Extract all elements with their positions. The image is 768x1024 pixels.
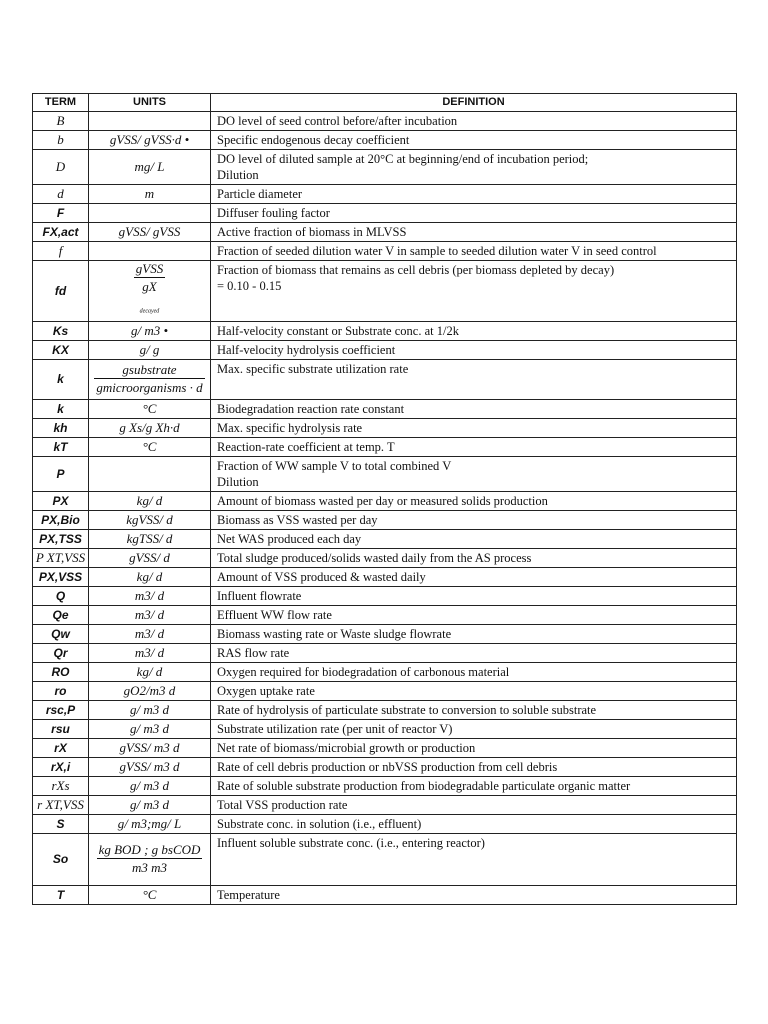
term-cell: Ks <box>33 321 89 340</box>
term-cell: d <box>33 185 89 204</box>
term-cell: P <box>33 456 89 491</box>
definition-line: Half-velocity hydrolysis coefficient <box>217 342 396 357</box>
table-row <box>33 757 737 776</box>
term-cell: rX,i <box>33 757 89 776</box>
table-row <box>33 605 737 624</box>
table-row <box>33 548 737 567</box>
terms-table <box>32 93 737 905</box>
term-cell: kT <box>33 437 89 456</box>
units-cell: gVSS/ gVSS <box>89 223 211 242</box>
term-cell: F <box>33 204 89 223</box>
definition-cell <box>211 399 737 418</box>
definition-line: Fraction of WW sample V to total combined V <box>217 458 452 473</box>
units-cell: kg/ d <box>89 662 211 681</box>
term-cell: k <box>33 359 89 399</box>
definition-cell <box>211 624 737 643</box>
table-row <box>33 418 737 437</box>
term-cell: fd <box>33 261 89 322</box>
definition-cell <box>211 242 737 261</box>
definition-line: RAS flow rate <box>217 645 290 660</box>
units-cell: kg/ d <box>89 567 211 586</box>
table-row <box>33 437 737 456</box>
term-cell: f <box>33 242 89 261</box>
definition-cell <box>211 223 737 242</box>
definition-cell <box>211 321 737 340</box>
definition-line: Substrate conc. in solution (i.e., effluent) <box>217 816 422 831</box>
definition-cell <box>211 814 737 833</box>
units-cell <box>89 261 211 322</box>
definition-cell <box>211 359 737 399</box>
term-cell: D <box>33 150 89 185</box>
definition-line: Effluent WW flow rate <box>217 607 332 622</box>
table-row <box>33 204 737 223</box>
definition-cell <box>211 340 737 359</box>
definition-cell <box>211 795 737 814</box>
units-numerator: gsubstrate <box>94 362 204 379</box>
units-cell: gVSS/ gVSS·d • <box>89 131 211 150</box>
definition-cell <box>211 738 737 757</box>
units-cell <box>89 833 211 885</box>
term-cell: PX,VSS <box>33 567 89 586</box>
definition-line: = 0.10 - 0.15 <box>217 279 282 293</box>
term-cell: Qr <box>33 643 89 662</box>
table-row <box>33 624 737 643</box>
units-denominator: gmicroorganisms · d <box>96 379 203 395</box>
units-cell: m <box>89 185 211 204</box>
table-row <box>33 885 737 904</box>
definition-cell <box>211 757 737 776</box>
definition-line: Half-velocity constant or Substrate conc. at 1/2k <box>217 323 459 338</box>
definition-line: Max. specific hydrolysis rate <box>217 420 363 435</box>
definition-cell <box>211 700 737 719</box>
definition-line: Diffuser fouling factor <box>217 206 330 220</box>
units-cell: m3/ d <box>89 586 211 605</box>
units-cell <box>89 112 211 131</box>
units-cell <box>89 456 211 491</box>
units-cell: g/ m3 d <box>89 795 211 814</box>
table-row <box>33 814 737 833</box>
definition-line: Rate of cell debris production or nbVSS production from cell debris <box>217 759 558 774</box>
definition-cell <box>211 548 737 567</box>
units-cell: gVSS/ m3 d <box>89 738 211 757</box>
units-cell: mg/ L <box>89 150 211 185</box>
definition-cell <box>211 437 737 456</box>
term-cell: PX,TSS <box>33 529 89 548</box>
definition-cell <box>211 131 737 150</box>
header-term: TERM <box>33 94 89 112</box>
table-row <box>33 662 737 681</box>
units-cell: kgVSS/ d <box>89 510 211 529</box>
term-cell: FX,act <box>33 223 89 242</box>
definition-cell <box>211 456 737 491</box>
units-cell: g/ g <box>89 340 211 359</box>
units-cell: m3/ d <box>89 643 211 662</box>
definition-line: Net WAS produced each day <box>217 531 362 546</box>
units-cell: m3/ d <box>89 605 211 624</box>
table-row <box>33 776 737 795</box>
term-cell: So <box>33 833 89 885</box>
term-cell: Qe <box>33 605 89 624</box>
definition-cell <box>211 567 737 586</box>
term-cell: RO <box>33 662 89 681</box>
definition-line: DO level of seed control before/after incubation <box>217 114 458 128</box>
units-cell: g/ m3 d <box>89 700 211 719</box>
definition-cell <box>211 150 737 185</box>
table-row <box>33 112 737 131</box>
table-row <box>33 399 737 418</box>
definition-cell <box>211 185 737 204</box>
definition-line: Amount of VSS produced & wasted daily <box>217 569 426 584</box>
table-row <box>33 261 737 322</box>
units-cell: °C <box>89 437 211 456</box>
units-denominator: m3 m3 <box>131 859 167 875</box>
definition-cell <box>211 833 737 885</box>
definition-line: DO level of diluted sample at 20°C at beginning/end of incubation period; <box>217 152 589 166</box>
units-cell: g/ m3 • <box>89 321 211 340</box>
units-fraction <box>94 362 204 397</box>
definition-line: Rate of soluble substrate production from biodegradable particulate organic matter <box>217 778 631 793</box>
definition-cell <box>211 112 737 131</box>
definition-cell <box>211 510 737 529</box>
term-cell: P XT,VSS <box>33 548 89 567</box>
definition-line: Max. specific substrate utilization rate <box>217 361 409 376</box>
definition-line: Influent flowrate <box>217 588 302 603</box>
definition-line: Fraction of biomass that remains as cell debris (per biomass depleted by decay) <box>217 263 615 277</box>
definition-line: Biodegradation reaction rate constant <box>217 401 405 416</box>
definition-cell <box>211 643 737 662</box>
definition-cell <box>211 605 737 624</box>
term-cell: rsc,P <box>33 700 89 719</box>
term-cell: B <box>33 112 89 131</box>
term-cell: rXs <box>33 776 89 795</box>
term-cell: kh <box>33 418 89 437</box>
table-body <box>33 112 737 905</box>
term-cell: r XT,VSS <box>33 795 89 814</box>
definition-cell <box>211 491 737 510</box>
units-cell: kg/ d <box>89 491 211 510</box>
units-numerator: kg BOD ; g bsCOD <box>98 841 201 857</box>
definition-line: Rate of hydrolysis of particulate substrate to conversion to soluble substrate <box>217 702 597 717</box>
table-row <box>33 738 737 757</box>
table-row <box>33 529 737 548</box>
term-cell: ro <box>33 681 89 700</box>
definition-line: Dilution <box>217 168 259 182</box>
units-fraction <box>134 261 165 321</box>
table-row <box>33 700 737 719</box>
definition-cell <box>211 681 737 700</box>
units-cell <box>89 204 211 223</box>
table-row <box>33 321 737 340</box>
table-row <box>33 795 737 814</box>
definition-cell <box>211 719 737 738</box>
term-cell: rsu <box>33 719 89 738</box>
definition-line: Total sludge produced/solids wasted daily from the AS process <box>217 550 532 565</box>
table-row <box>33 340 737 359</box>
term-cell: rX <box>33 738 89 757</box>
definition-line: Total VSS production rate <box>217 797 348 812</box>
table-row <box>33 491 737 510</box>
definition-cell <box>211 586 737 605</box>
units-cell <box>89 242 211 261</box>
term-cell: PX,Bio <box>33 510 89 529</box>
units-fraction <box>97 842 203 877</box>
units-numerator: gVSS <box>135 261 164 276</box>
units-cell: g/ m3;mg/ L <box>89 814 211 833</box>
units-denominator: gX <box>142 279 157 294</box>
definition-line: Dilution <box>217 474 259 489</box>
definition-cell <box>211 261 737 322</box>
units-cell: °C <box>89 399 211 418</box>
definition-line: Particle diameter <box>217 187 303 201</box>
units-cell: g/ m3 d <box>89 776 211 795</box>
units-cell: gVSS/ d <box>89 548 211 567</box>
definition-line: Biomass wasting rate or Waste sludge flowrate <box>217 626 452 641</box>
table-row <box>33 510 737 529</box>
units-cell: g Xs/g Xh·d <box>89 418 211 437</box>
definition-line: Oxygen uptake rate <box>217 683 315 698</box>
term-cell: T <box>33 885 89 904</box>
definition-cell <box>211 885 737 904</box>
units-cell: kgTSS/ d <box>89 529 211 548</box>
definition-line: Amount of biomass wasted per day or measured solids production <box>217 493 548 508</box>
definition-line: Active fraction of biomass in MLVSS <box>217 225 407 239</box>
units-cell: gO2/m3 d <box>89 681 211 700</box>
table-row <box>33 567 737 586</box>
definition-line: Temperature <box>217 887 280 902</box>
table-row <box>33 185 737 204</box>
definition-cell <box>211 776 737 795</box>
table-row <box>33 719 737 738</box>
units-cell: gVSS/ m3 d <box>89 757 211 776</box>
term-cell: S <box>33 814 89 833</box>
glossary-sheet <box>32 93 736 905</box>
term-cell: b <box>33 131 89 150</box>
table-row <box>33 359 737 399</box>
definition-cell <box>211 418 737 437</box>
term-cell: k <box>33 399 89 418</box>
definition-line: Biomass as VSS wasted per day <box>217 512 378 527</box>
table-row <box>33 681 737 700</box>
table-row <box>33 242 737 261</box>
header-definition: DEFINITION <box>211 94 737 112</box>
definition-line: Fraction of seeded dilution water V in sample to seeded dilution water V in seed control <box>217 244 657 258</box>
definition-cell <box>211 204 737 223</box>
header-row <box>33 94 737 112</box>
definition-cell <box>211 529 737 548</box>
units-cell <box>89 359 211 399</box>
units-subscript: decayed <box>139 308 160 315</box>
table-row <box>33 586 737 605</box>
table-row <box>33 643 737 662</box>
term-cell: KX <box>33 340 89 359</box>
units-cell: m3/ d <box>89 624 211 643</box>
header-units: UNITS <box>89 94 211 112</box>
table-row <box>33 131 737 150</box>
term-cell: Q <box>33 586 89 605</box>
definition-line: Specific endogenous decay coefficient <box>217 133 410 147</box>
definition-line: Substrate utilization rate (per unit of reactor V) <box>217 721 453 736</box>
units-cell: g/ m3 d <box>89 719 211 738</box>
units-cell: °C <box>89 885 211 904</box>
term-cell: Qw <box>33 624 89 643</box>
definition-line: Reaction-rate coefficient at temp. T <box>217 439 395 454</box>
table-row <box>33 456 737 491</box>
definition-line: Net rate of biomass/microbial growth or production <box>217 740 476 755</box>
definition-line: Influent soluble substrate conc. (i.e., entering reactor) <box>217 835 485 850</box>
definition-cell <box>211 662 737 681</box>
definition-line: Oxygen required for biodegradation of carbonous material <box>217 664 510 679</box>
term-cell: PX <box>33 491 89 510</box>
table-row <box>33 833 737 885</box>
table-row <box>33 223 737 242</box>
table-row <box>33 150 737 185</box>
